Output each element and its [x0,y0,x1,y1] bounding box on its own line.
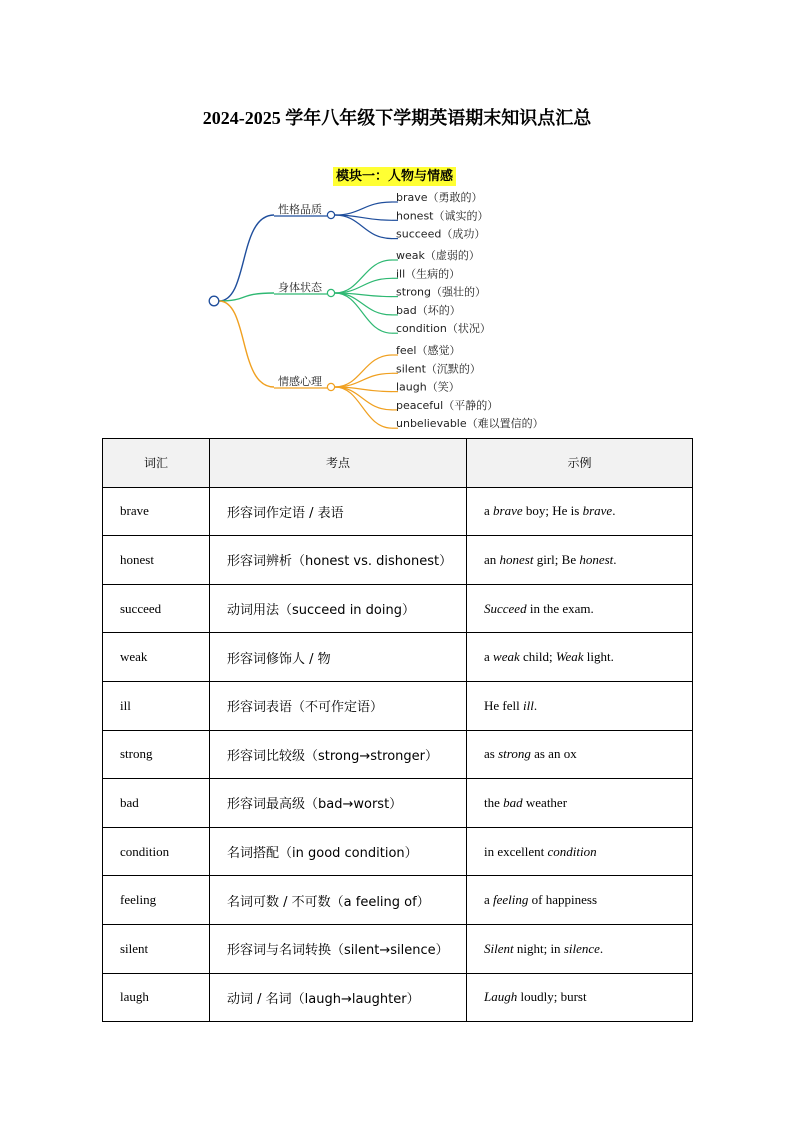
leaf-connector [335,260,392,293]
example-cell [467,487,693,536]
word-cell: condition [103,827,210,876]
table-row [103,633,693,682]
point-cell: 形容词比较级（strong→stronger） [210,730,467,779]
branch-connector [219,293,274,301]
leaf-label: laugh（笑） [396,380,460,394]
point-cell: 名词可数 / 不可数（a feeling of） [210,876,467,925]
branch-node [327,383,334,390]
example-text: an [484,551,500,567]
branch-label: 性格品质 [278,203,322,216]
table-row [103,779,693,828]
mind-map [0,0,794,440]
leaf-label: succeed（成功） [396,227,486,241]
word-cell: brave [103,487,210,536]
example-cell [467,876,693,925]
example-text: child; [519,649,556,665]
table-row [103,487,693,536]
table-row [103,536,693,585]
leaf-label: unbelievable（难以置信的） [396,417,544,431]
example-cell [467,827,693,876]
leaf-label: honest（诚实的） [396,209,489,223]
leaf-connector [335,387,392,428]
word-cell: ill [103,681,210,730]
word-cell: weak [103,633,210,682]
branch-connector [219,215,274,301]
example-text: weather [522,794,568,810]
leaf-label: bad（坏的） [396,303,461,317]
example-keyword: honest [499,551,534,567]
example-keyword: weak [493,649,520,665]
leaf-label: ill（生病的） [396,267,461,281]
word-cell: feeling [103,876,210,925]
point-cell: 动词用法（succeed in doing） [210,584,467,633]
header-word: 词汇 [103,439,210,488]
example-keyword: silence [563,940,600,956]
example-cell [467,681,693,730]
example-text: of happiness [528,892,598,908]
example-text: light. [583,649,614,665]
table-row [103,876,693,925]
point-cell: 形容词表语（不可作定语） [210,681,467,730]
example-text: night; in [513,940,564,956]
leaf-label: weak（虚弱的） [396,249,480,262]
table-row [103,827,693,876]
example-text: in the exam. [526,600,594,616]
leaf-connector [335,293,392,333]
leaf-label: condition（状况） [396,322,491,336]
example-text: boy; He is [522,503,583,519]
branch-node [327,211,334,218]
branch-label: 情感心理 [278,375,322,388]
example-text: a [484,649,494,665]
word-cell: silent [103,924,210,973]
leaf-connector [335,278,392,293]
example-keyword: Weak [555,649,584,665]
table-row [103,681,693,730]
module-label: 模块一：人物与情感 [333,167,456,186]
word-cell: bad [103,779,210,828]
word-cell: succeed [103,584,210,633]
example-keyword: bad [503,794,523,810]
header-point: 考点 [210,439,467,488]
word-cell: laugh [103,973,210,1022]
leaf-label: strong（强壮的） [396,285,487,299]
leaf-connector [335,373,392,387]
point-cell: 形容词作定语 / 表语 [210,487,467,536]
example-keyword: ill [522,697,534,713]
leaf-connector [335,202,392,215]
example-keyword: brave [582,503,613,519]
example-text: girl; Be [533,551,580,567]
point-cell: 形容词修饰人 / 物 [210,633,467,682]
example-keyword: Silent [484,940,514,956]
table-row [103,924,693,973]
example-keyword: strong [498,746,531,762]
example-text: . [612,503,616,519]
leaf-connector [335,355,392,387]
point-cell: 形容词辨析（honest vs. dishonest） [210,536,467,585]
example-text: . [613,551,617,567]
point-cell: 形容词与名词转换（silent→silence） [210,924,467,973]
example-cell [467,924,693,973]
vocabulary-table [102,438,693,1022]
example-text: He fell [484,697,523,713]
table-row [103,973,693,1022]
word-cell: honest [103,536,210,585]
leaf-connector [335,215,392,239]
example-keyword: brave [493,503,523,519]
leaf-connector [335,387,392,410]
branch-node [327,289,334,296]
example-text: as [484,746,499,762]
branch-connector [219,301,274,387]
example-cell [467,633,693,682]
example-text: a [484,503,494,519]
example-text: . [599,940,604,956]
word-cell: strong [103,730,210,779]
example-cell [467,584,693,633]
leaf-label: silent（沉默的） [396,362,481,376]
point-cell: 名词搭配（in good condition） [210,827,467,876]
example-keyword: Succeed [484,600,527,616]
table-row [103,584,693,633]
example-text: loudly; burst [517,989,587,1005]
example-cell [467,779,693,828]
example-text: as an ox [530,746,577,762]
example-cell [467,536,693,585]
table-row [103,730,693,779]
example-cell [467,730,693,779]
example-text: . [533,697,538,713]
root-node [209,296,219,306]
header-example: 示例 [467,439,693,488]
example-keyword: honest [579,551,614,567]
example-keyword: Laugh [484,989,518,1005]
leaf-label: feel（感觉） [396,344,461,357]
example-keyword: condition [547,843,597,859]
example-text: a [484,892,494,908]
example-text: the [484,794,504,810]
example-cell [467,973,693,1022]
point-cell: 动词 / 名词（laugh→laughter） [210,973,467,1022]
leaf-label: brave（勇敢的） [396,191,483,204]
page-title: 2024-2025 学年八年级下学期英语期末知识点汇总 [202,108,592,128]
example-text: in excellent [484,843,548,859]
leaf-label: peaceful（平静的） [396,398,499,412]
example-keyword: feeling [493,892,529,908]
table-header-row [103,439,693,488]
branch-label: 身体状态 [278,281,322,294]
point-cell: 形容词最高级（bad→worst） [210,779,467,828]
